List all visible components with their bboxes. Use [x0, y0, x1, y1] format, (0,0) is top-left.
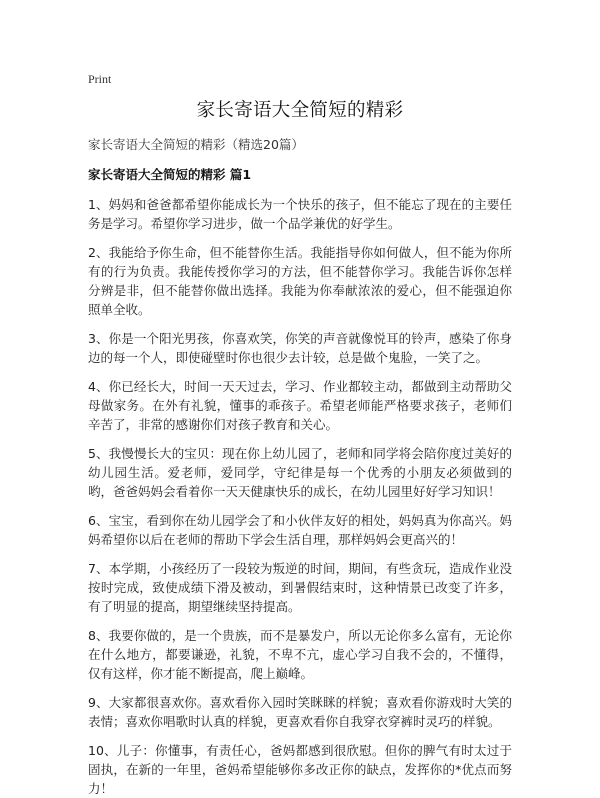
paragraph-3: 3、你是一个阳光男孩，你喜欢笑，你笑的声音就像悦耳的铃声，感染了你身边的每一个人，即使碰壁时你也很少去计较，总是做个鬼脸，一笑了之。: [88, 331, 512, 365]
paragraph-4: 4、你已经长大，时间一天天过去，学习、作业都较主动，都做到主动帮助父母做家务。在外有礼貌，懂事的乖孩子。希望老师能严格要求孩子，老师们辛苦了，非常的感谢你们对孩子教育和关心。: [88, 379, 512, 432]
paragraph-9: 9、大家都很喜欢你。喜欢看你入园时笑眯眯的样貌；喜欢看你游戏时大笑的表情；喜欢你唱歌时认真的样貌，更喜欢看你自我穿衣穿裤时灵巧的样貌。: [88, 695, 512, 729]
document-title: 家长寄语大全简短的精彩: [196, 100, 404, 121]
section-heading: 家长寄语大全简短的精彩 篇1: [88, 167, 252, 182]
print-link[interactable]: Print: [88, 72, 112, 86]
paragraph-8: 8、我要你做的，是一个贵族，而不是暴发户，所以无论你多么富有，无论你在什么地方，都要谦逊，礼貌，不卑不亢，虚心学习自我不会的，不懂得，仅有这样，你才能不断提高，爬上巅峰。: [88, 628, 512, 681]
document-subtitle: 家长寄语大全简短的精彩（精选20篇）: [88, 137, 304, 152]
paragraph-2: 2、我能给予你生命，但不能替你生活。我能指导你如何做人，但不能为你所有的行为负责。我能传授你学习的方法，但不能替你学习。我能告诉你怎样分辨是非，但不能替你做出选择。我能为你奉献浓浓的爱心，但不能强迫你照单全收。: [88, 245, 512, 317]
paragraph-10: 10、儿子：你懂事，有责任心，爸妈都感到很欣慰。但你的脾气有时太过于固执，在新的一年里，爸妈希望能够你多改正你的缺点，发挥你的*优点而努力！: [88, 743, 512, 796]
paragraph-1: 1、妈妈和爸爸都希望你能成长为一个快乐的孩子，但不能忘了现在的主要任务是学习。希望你学习进步，做一个品学兼优的好学生。: [88, 197, 512, 231]
paragraph-7: 7、本学期，小孩经历了一段较为叛逆的时间，期间，有些贪玩，造成作业没按时完成，致使成绩下滑及被动，到暑假结束时，这种情景已改变了许多，有了明显的提高，期望继续坚持提高。: [88, 561, 512, 614]
paragraph-5: 5、我慢慢长大的宝贝：现在你上幼儿园了，老师和同学将会陪你度过美好的幼儿园生活。爱老师，爱同学，守纪律是每一个优秀的小朋友必须做到的哟，爸爸妈妈会看着你一天天健康快乐的成长，在幼儿园里好好学习知识！: [88, 446, 512, 499]
paragraph-6: 6、宝宝，看到你在幼儿园学会了和小伙伴友好的相处，妈妈真为你高兴。妈妈希望你以后在老师的帮助下学会生活自理，那样妈妈会更高兴的！: [88, 513, 512, 547]
